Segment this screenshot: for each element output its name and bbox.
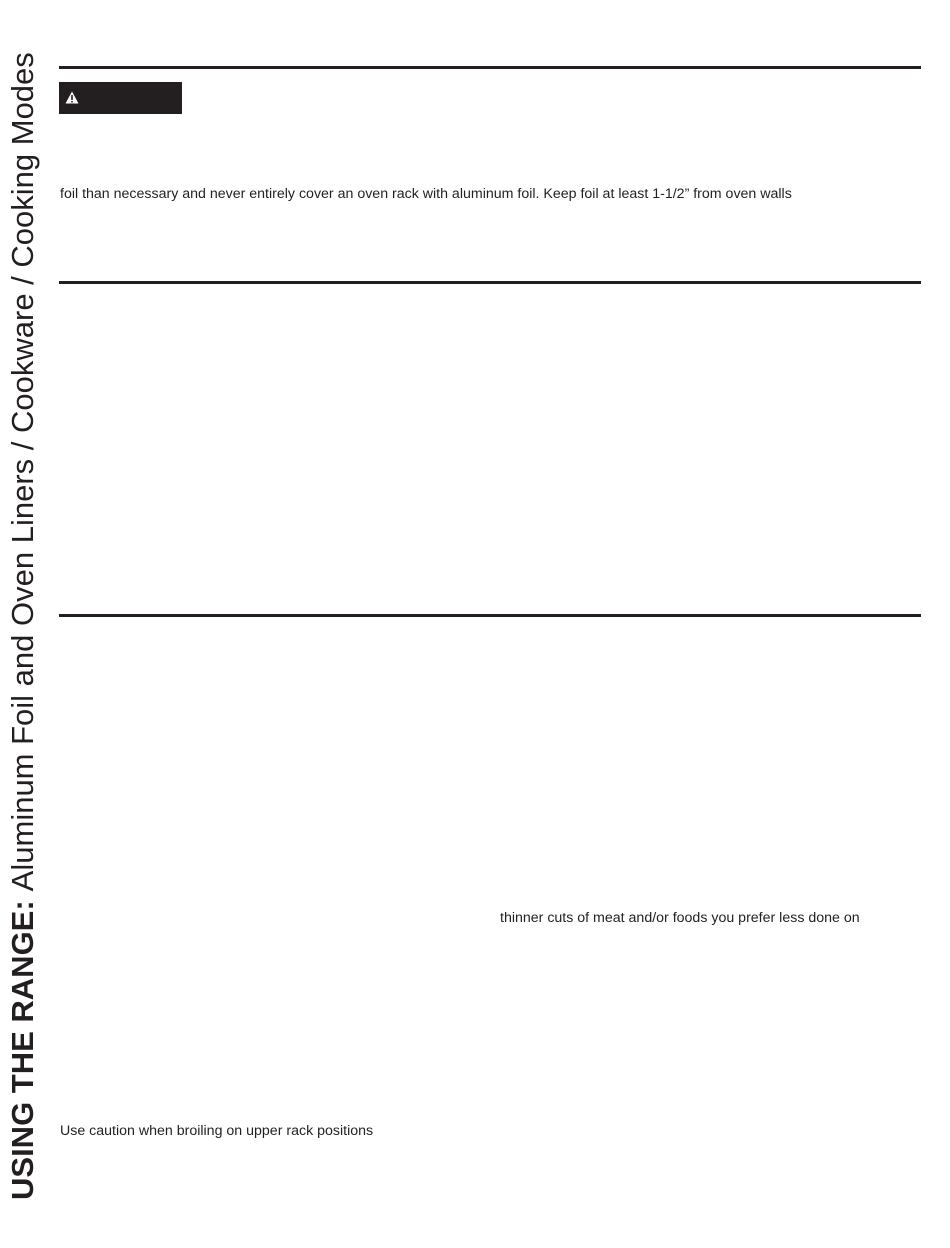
section-title-topics: Aluminum Foil and Oven Liners / Cookware / Cooking Modes xyxy=(5,52,40,892)
broil-caution-text: Use caution when broiling on upper rack positions xyxy=(60,1123,374,1139)
section-title-bold: USING THE RANGE: xyxy=(5,900,40,1200)
foil-warning-text: foil than necessary and never entirely cover an oven rack with aluminum foil. Keep foil at least 1-1/2” from oven walls xyxy=(60,186,792,202)
section-divider-top xyxy=(59,66,921,69)
warning-triangle-icon xyxy=(65,91,79,104)
section-divider-middle xyxy=(59,281,921,284)
section-divider-lower xyxy=(59,614,921,617)
section-side-title xyxy=(3,0,43,1208)
broil-guidance-text: thinner cuts of meat and/or foods you prefer less done on xyxy=(500,910,860,926)
warning-badge xyxy=(59,82,182,114)
